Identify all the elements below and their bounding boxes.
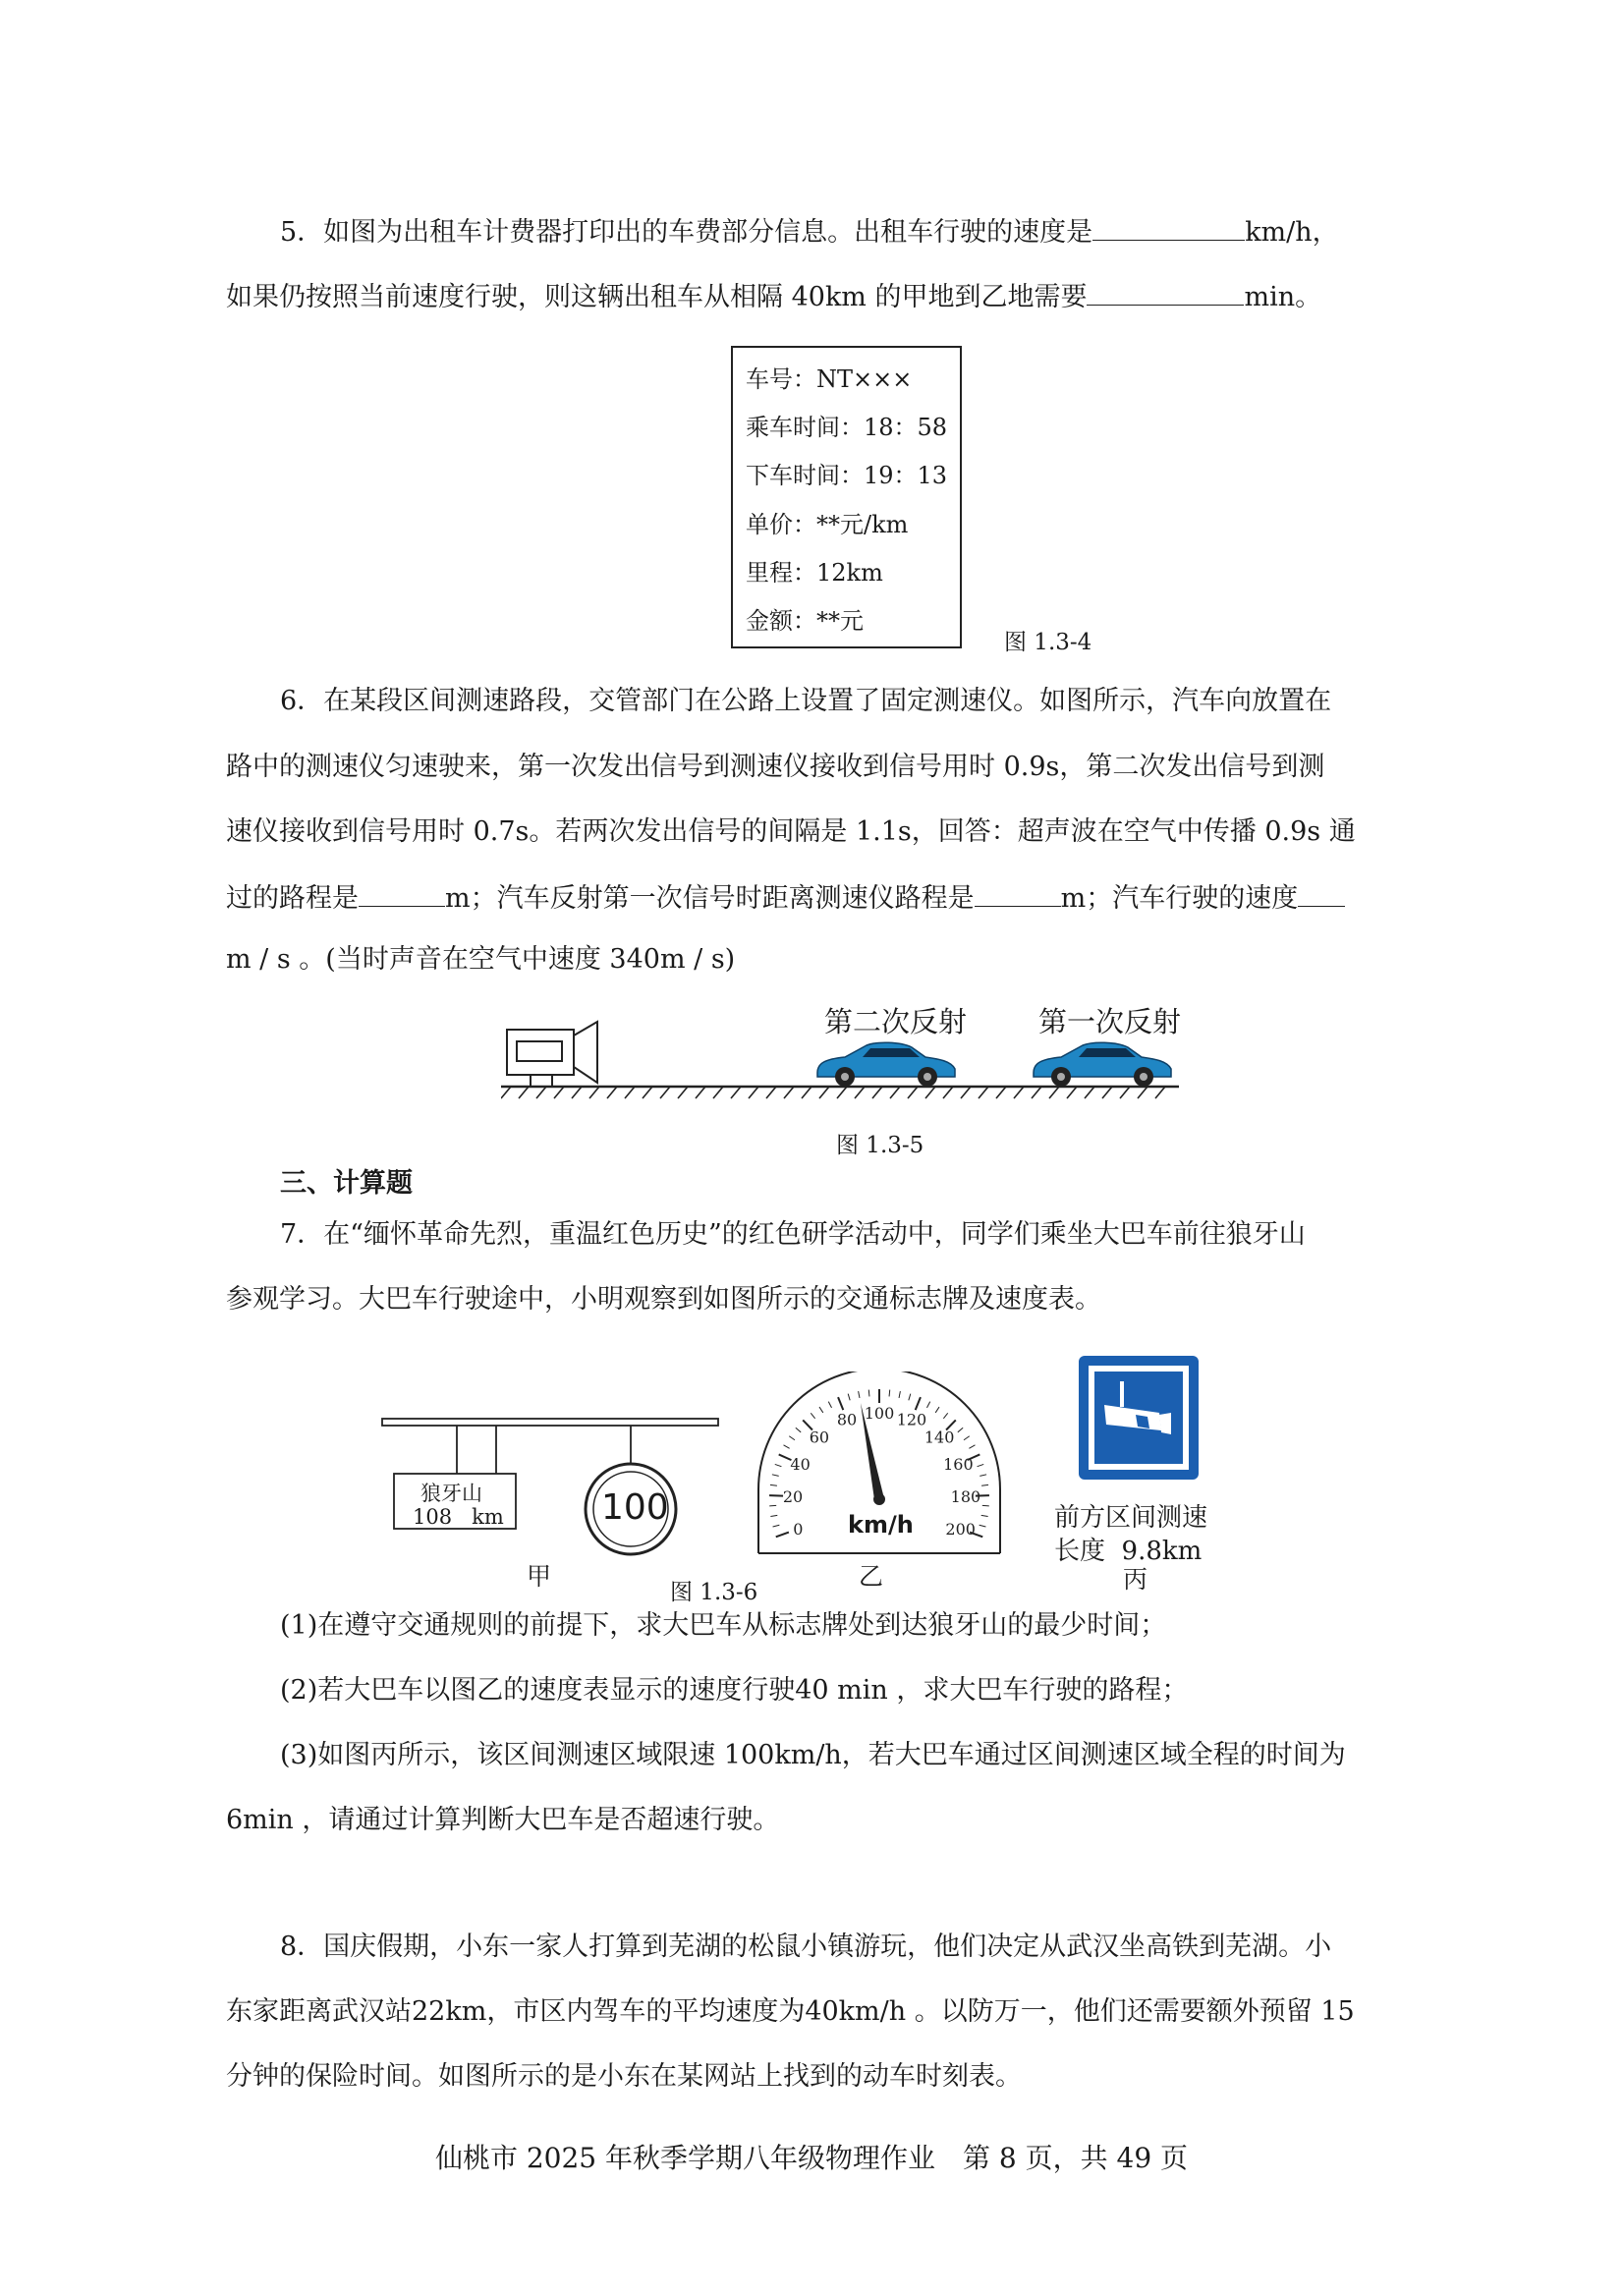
q6-line3: 速仪接收到信号用时 0.7s。若两次发出信号的间隔是 1.1s，回答：超声波在空气中传播 0.9s 通 <box>226 816 1356 847</box>
section-speed-sign <box>1077 1354 1201 1482</box>
q6-line4: 过的路程是 m；汽车反射第一次信号时距离测速仪路程是 m；汽车行驶的速度 <box>226 880 1345 916</box>
gauge-tick-label: 160 <box>943 1455 974 1475</box>
receipt-line: 单价：**元/km <box>746 511 909 538</box>
q5-blank-speed[interactable] <box>1092 214 1245 241</box>
q6-line5: m / s 。(当时声音在空气中速度 340m / s) <box>226 944 736 975</box>
ground-hatching <box>501 1087 1165 1098</box>
q8-line2: 东家距离武汉站22km，市区内驾车的平均速度为40km/h 。以防万一，他们还需要额外预留 15 <box>226 1996 1355 2027</box>
q6-blank-first-distance[interactable] <box>975 880 1061 907</box>
sign-distance: 108 km <box>413 1505 504 1529</box>
q6-blank-distance[interactable] <box>359 880 445 907</box>
zone-line2: 长度 9.8km <box>1054 1537 1203 1566</box>
receipt-line: 乘车时间：18：58 <box>746 414 948 441</box>
gauge-tick-label: 140 <box>923 1428 955 1447</box>
speedometer-gauge <box>747 1372 1012 1568</box>
zone-line1: 前方区间测速 <box>1054 1503 1208 1533</box>
gauge-unit: km/h <box>848 1511 914 1539</box>
q7-line1: 7．在“缅怀革命先烈，重温红色历史”的红色研学活动中，同学们乘坐大巴车前往狼牙山 <box>280 1219 1306 1250</box>
label-yi: 乙 <box>859 1562 884 1591</box>
gauge-tick <box>868 1390 869 1397</box>
q5-line1: 5．如图为出租车计费器打印出的车费部分信息。出租车行驶的速度是 km/h， <box>280 214 1339 250</box>
q7-part3-line1: (3)如图丙所示，该区间测速区域限速 100km/h，若大巴车通过区间测速区域全程的时间为 <box>280 1740 1346 1770</box>
speed-limit-value: 100 <box>601 1487 669 1528</box>
gauge-tick-label: 60 <box>809 1428 830 1447</box>
gauge-tick-label: 40 <box>790 1455 811 1475</box>
gauge-tick-label: 80 <box>836 1410 858 1429</box>
q6-line1: 6．在某段区间测速路段，交管部门在公路上设置了固定测速仪。如图所示，汽车向放置在 <box>280 686 1332 716</box>
q7-part1: (1)在遵守交通规则的前提下，求大巴车从标志牌处到达狼牙山的最少时间； <box>280 1610 1167 1641</box>
figure-caption: 图 1.3-6 <box>670 1580 758 1605</box>
section-heading: 三、计算题 <box>280 1168 413 1199</box>
gauge-tick-label: 100 <box>864 1404 895 1423</box>
gauge-tick-label: 120 <box>896 1410 927 1429</box>
receipt-line: 下车时间：19：13 <box>746 462 948 489</box>
gauge-tick-label: 0 <box>793 1520 804 1540</box>
figure-caption: 图 1.3-4 <box>1004 630 1092 655</box>
speed-detector-device <box>507 1022 597 1087</box>
label-second-reflection: 第二次反射 <box>824 1005 968 1038</box>
receipt-line: 金额：**元 <box>746 607 864 635</box>
gauge-hub <box>873 1493 885 1505</box>
gauge-tick-label: 20 <box>782 1486 804 1506</box>
label-first-reflection: 第一次反射 <box>1038 1005 1182 1038</box>
page-footer <box>0 2137 1623 2176</box>
q8-line3: 分钟的保险时间。如图所示的是小东在某网站上找到的动车时刻表。 <box>226 2061 1022 2092</box>
taxi-receipt <box>731 346 962 648</box>
gauge-tick-label: 180 <box>950 1486 981 1506</box>
q7-line2: 参观学习。大巴车行驶途中，小明观察到如图所示的交通标志牌及速度表。 <box>226 1284 1101 1315</box>
car-icon <box>817 1042 955 1087</box>
car-icon <box>1034 1042 1171 1087</box>
q7-part3-line2: 6min ，请通过计算判断大巴车是否超速行驶。 <box>226 1805 780 1835</box>
sign-place: 狼牙山 <box>420 1482 482 1505</box>
figure-caption: 图 1.3-5 <box>836 1133 924 1158</box>
q6-blank-speed[interactable] <box>1298 880 1345 907</box>
label-jia: 甲 <box>527 1562 552 1591</box>
receipt-line: 车号：NT××× <box>746 365 913 393</box>
gauge-tick <box>889 1390 890 1397</box>
label-bing: 丙 <box>1123 1565 1148 1594</box>
q8-line1: 8．国庆假期，小东一家人打算到芜湖的松鼠小镇游玩，他们决定从武汉坐高铁到芜湖。小 <box>280 1932 1332 1962</box>
footer-title: 仙桃市 2025 年秋季学期八年级物理作业 <box>434 2142 935 2174</box>
q7-part2: (2)若大巴车以图乙的速度表显示的速度行驶40 min ，求大巴车行驶的路程； <box>280 1675 1189 1706</box>
q5-line2: 如果仍按照当前速度行驶，则这辆出租车从相隔 40km 的甲地到乙地需要 min。 <box>226 279 1321 314</box>
q6-line2: 路中的测速仪匀速驶来，第一次发出信号到测速仪接收到信号用时 0.9s，第二次发出信号到测 <box>226 752 1325 782</box>
receipt-line: 里程：12km <box>746 559 883 587</box>
gauge-tick-label: 200 <box>945 1520 976 1540</box>
q5-blank-time[interactable] <box>1087 279 1244 306</box>
footer-page-number: 第 8 页，共 49 页 <box>963 2142 1189 2174</box>
